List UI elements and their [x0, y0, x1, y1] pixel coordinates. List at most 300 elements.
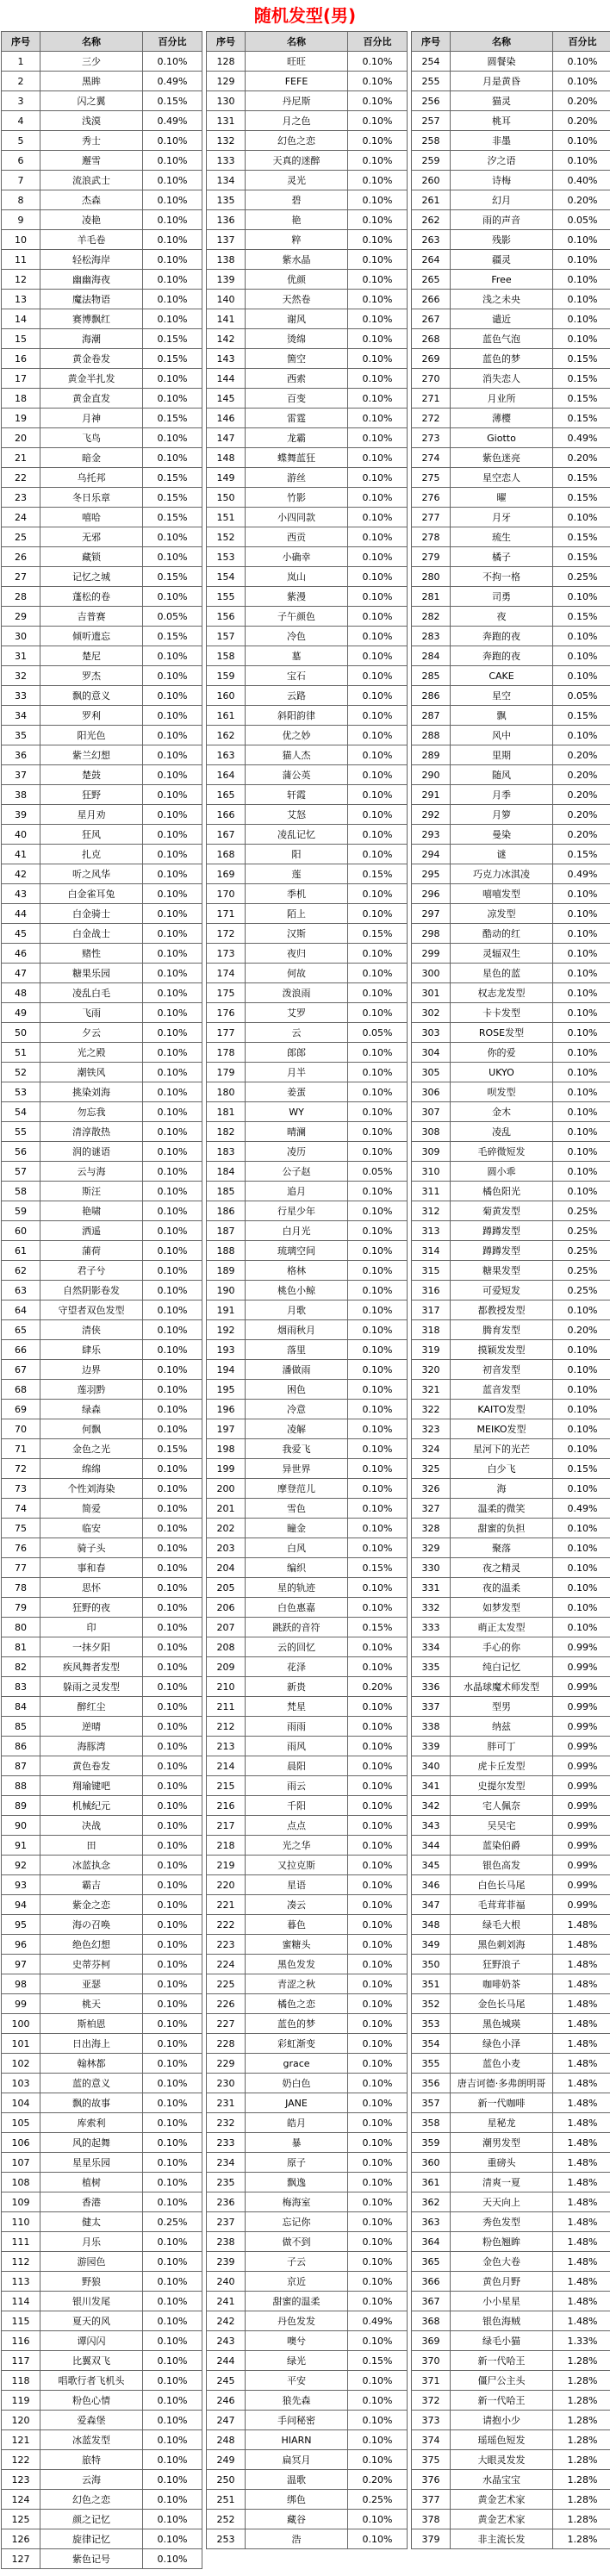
row-name: JANE — [246, 2093, 348, 2113]
row-name: 巧克力冰淇凌 — [451, 864, 553, 884]
row-name: 里期 — [451, 745, 553, 765]
row-index: 224 — [207, 1955, 246, 1974]
table-row — [412, 1856, 610, 1875]
row-name: 杰森 — [40, 190, 143, 210]
row-name: 黑色发发 — [246, 1955, 348, 1974]
row-name: Free — [451, 270, 553, 290]
row-name: 无邪 — [40, 527, 143, 547]
table-row — [412, 151, 610, 171]
table-row — [207, 2371, 408, 2391]
row-percent: 0.99% — [553, 1875, 610, 1895]
table-row — [207, 1400, 408, 1419]
row-index: 296 — [412, 884, 451, 904]
page-title: 随机发型(男) — [253, 5, 357, 26]
row-index: 366 — [412, 2272, 451, 2292]
row-name: 冰蓝执念 — [40, 1856, 143, 1875]
row-name: 轻松海岸 — [40, 250, 143, 270]
row-percent: 0.10% — [348, 1102, 408, 1122]
row-index: 325 — [412, 1459, 451, 1479]
row-name: 曼染 — [451, 825, 553, 845]
row-percent: 0.10% — [348, 2153, 408, 2173]
table-row — [2, 1419, 202, 1439]
row-name: 桃天 — [40, 1994, 143, 2014]
table-row — [412, 745, 610, 765]
row-name: 星星乐园 — [40, 2153, 143, 2173]
row-percent: 0.10% — [348, 983, 408, 1003]
row-name: 点点 — [246, 1816, 348, 1836]
table-row — [207, 1221, 408, 1241]
table-row — [412, 2430, 610, 2450]
row-name: 橘色之恋 — [246, 1994, 348, 2014]
row-name: 嘻哈 — [40, 508, 143, 527]
row-name: 做不到 — [246, 2232, 348, 2252]
table-row — [412, 290, 610, 309]
row-index: 32 — [2, 666, 40, 686]
row-name: UKYO — [451, 1063, 553, 1082]
row-name: 奔跑的夜 — [451, 646, 553, 666]
row-percent: 0.20% — [553, 91, 610, 111]
row-index: 300 — [412, 964, 451, 983]
row-percent: 0.10% — [348, 1776, 408, 1796]
row-name: 流浪武士 — [40, 171, 143, 190]
row-name: ROSE发型 — [451, 1023, 553, 1043]
row-name: 黄金艺术家 — [451, 2510, 553, 2529]
row-percent: 0.10% — [143, 924, 202, 944]
row-percent: 0.15% — [553, 706, 610, 726]
table-row — [2, 488, 202, 508]
row-name: 竹影 — [246, 488, 348, 508]
row-percent: 0.20% — [348, 1677, 408, 1697]
row-index: 185 — [207, 1182, 246, 1201]
row-index: 77 — [2, 1558, 40, 1578]
row-name: 记忆之城 — [40, 567, 143, 587]
row-percent: 1.48% — [553, 2113, 610, 2133]
table-row — [207, 1419, 408, 1439]
row-percent: 0.10% — [143, 1578, 202, 1598]
row-name: 陌上 — [246, 904, 348, 924]
row-index: 330 — [412, 1558, 451, 1578]
row-index: 348 — [412, 1915, 451, 1935]
row-name: 新一代咖啡 — [451, 2093, 553, 2113]
table-row — [207, 1677, 408, 1697]
table-row — [2, 2490, 202, 2510]
row-index: 148 — [207, 448, 246, 468]
row-percent: 0.10% — [143, 964, 202, 983]
row-name: 挑染刘海 — [40, 1082, 143, 1102]
row-name: 思怀 — [40, 1578, 143, 1598]
row-percent: 0.15% — [143, 349, 202, 369]
row-index: 18 — [2, 389, 40, 409]
row-index: 297 — [412, 904, 451, 924]
row-percent: 0.10% — [348, 745, 408, 765]
row-name: 你的爱 — [451, 1043, 553, 1063]
row-index: 81 — [2, 1637, 40, 1657]
row-index: 268 — [412, 329, 451, 349]
row-index: 13 — [2, 290, 40, 309]
row-percent: 0.10% — [143, 290, 202, 309]
row-percent: 0.10% — [143, 2311, 202, 2331]
row-percent: 0.10% — [348, 2331, 408, 2351]
row-percent: 0.10% — [348, 91, 408, 111]
row-name: 云 — [246, 1023, 348, 1043]
row-percent: 0.20% — [553, 1320, 610, 1340]
row-name: 白风 — [246, 1538, 348, 1558]
row-index: 55 — [2, 1122, 40, 1142]
row-index: 248 — [207, 2430, 246, 2450]
row-name: 残影 — [451, 230, 553, 250]
row-percent: 0.10% — [348, 349, 408, 369]
row-percent: 0.10% — [143, 1102, 202, 1122]
row-index: 371 — [412, 2371, 451, 2391]
row-percent: 0.20% — [553, 825, 610, 845]
row-percent: 1.48% — [553, 1974, 610, 1994]
row-name: 金色之光 — [40, 1439, 143, 1459]
row-index: 155 — [207, 587, 246, 607]
table-row — [207, 1836, 408, 1856]
table-row — [412, 1201, 610, 1221]
row-name: 虎卡丘发型 — [451, 1756, 553, 1776]
table-row — [207, 904, 408, 924]
row-name: 冬日乐章 — [40, 488, 143, 508]
row-index: 96 — [2, 1935, 40, 1955]
table-row — [2, 845, 202, 864]
table-row — [207, 2529, 408, 2549]
row-index: 347 — [412, 1895, 451, 1915]
row-name: 蒲荷 — [40, 1241, 143, 1261]
row-index: 147 — [207, 428, 246, 448]
row-name: 肆乐 — [40, 1340, 143, 1360]
row-percent: 0.10% — [553, 1578, 610, 1598]
row-index: 315 — [412, 1261, 451, 1281]
row-index: 343 — [412, 1816, 451, 1836]
row-name: 史蒂芬柯 — [40, 1955, 143, 1974]
row-percent: 0.10% — [143, 646, 202, 666]
table-row — [207, 983, 408, 1003]
row-index: 86 — [2, 1737, 40, 1756]
row-name: 星空恋人 — [451, 468, 553, 488]
row-index: 142 — [207, 329, 246, 349]
row-name: 谭闪闪 — [40, 2331, 143, 2351]
row-percent: 0.10% — [143, 2331, 202, 2351]
row-name: 糖果发型 — [451, 1261, 553, 1281]
row-index: 311 — [412, 1182, 451, 1201]
table-row — [2, 547, 202, 567]
table-row — [412, 706, 610, 726]
row-name: 潮男发型 — [451, 2133, 553, 2153]
table-row — [207, 2014, 408, 2034]
table-row — [2, 230, 202, 250]
row-name: 请抱小少 — [451, 2411, 553, 2430]
row-name: 狂野浪子 — [451, 1955, 553, 1974]
row-name: 紫金之恋 — [40, 1895, 143, 1915]
row-name: 薄樱 — [451, 409, 553, 428]
row-name: 非主流长发 — [451, 2529, 553, 2549]
row-percent: 0.10% — [143, 904, 202, 924]
row-percent: 0.15% — [553, 468, 610, 488]
table-row — [207, 666, 408, 686]
table-row — [207, 329, 408, 349]
table-row — [207, 1994, 408, 2014]
row-name: 星色的蓝 — [451, 964, 553, 983]
row-index: 2 — [2, 72, 40, 91]
row-name: 纳兹 — [451, 1717, 553, 1737]
row-name: 季机 — [246, 884, 348, 904]
table-row — [207, 290, 408, 309]
row-name: 阳 — [246, 845, 348, 864]
row-percent: 0.10% — [348, 884, 408, 904]
table-row — [2, 468, 202, 488]
table-row — [412, 1479, 610, 1499]
row-percent: 0.10% — [143, 845, 202, 864]
row-percent: 0.10% — [143, 1082, 202, 1102]
row-percent: 0.10% — [143, 1856, 202, 1875]
row-name: 粉色心情 — [40, 2391, 143, 2411]
row-percent: 0.10% — [143, 190, 202, 210]
row-percent: 0.10% — [348, 765, 408, 785]
row-name: 艳啸 — [40, 1201, 143, 1221]
table-row — [207, 1756, 408, 1776]
row-name: 凌解 — [246, 1419, 348, 1439]
row-name: 白金战士 — [40, 924, 143, 944]
row-index: 317 — [412, 1300, 451, 1320]
row-percent: 1.28% — [553, 2430, 610, 2450]
table-row — [412, 2331, 610, 2351]
row-percent: 0.10% — [348, 309, 408, 329]
table-row — [207, 2430, 408, 2450]
row-percent: 0.10% — [348, 1459, 408, 1479]
row-percent: 0.49% — [553, 1499, 610, 1519]
table-row — [2, 1697, 202, 1717]
row-index: 275 — [412, 468, 451, 488]
row-percent: 0.99% — [553, 1637, 610, 1657]
table-row — [207, 230, 408, 250]
row-percent: 0.10% — [348, 1281, 408, 1300]
table-row — [2, 270, 202, 290]
table-row — [412, 864, 610, 884]
header-percent: 百分比 — [348, 32, 408, 52]
table-row — [412, 2311, 610, 2331]
row-name: 唐吉诃德·多弗朗明哥 — [451, 2074, 553, 2093]
row-name: 风的起舞 — [40, 2133, 143, 2153]
row-percent: 0.10% — [553, 1400, 610, 1419]
row-index: 285 — [412, 666, 451, 686]
table-row — [2, 2411, 202, 2430]
row-percent: 1.48% — [553, 2054, 610, 2074]
row-percent: 0.10% — [143, 1241, 202, 1261]
table-row — [412, 884, 610, 904]
row-name: 郎郎 — [246, 1043, 348, 1063]
row-name: 蓝色气泡 — [451, 329, 553, 349]
row-percent: 0.10% — [348, 2292, 408, 2311]
row-index: 228 — [207, 2034, 246, 2054]
row-percent: 0.10% — [143, 1816, 202, 1836]
row-index: 98 — [2, 1974, 40, 1994]
row-percent: 0.10% — [553, 587, 610, 607]
row-index: 118 — [2, 2371, 40, 2391]
table-row — [412, 171, 610, 190]
row-name: 事和春 — [40, 1558, 143, 1578]
row-name: 海 — [451, 1479, 553, 1499]
row-percent: 0.10% — [143, 864, 202, 884]
row-index: 246 — [207, 2391, 246, 2411]
row-name: 新一代哈王 — [451, 2391, 553, 2411]
row-name: 艳 — [246, 210, 348, 230]
row-index: 22 — [2, 468, 40, 488]
row-name: 君子兮 — [40, 1261, 143, 1281]
table-row — [207, 1578, 408, 1598]
row-name: 个性刘海染 — [40, 1479, 143, 1499]
header-name: 名称 — [451, 32, 553, 52]
table-row — [207, 785, 408, 805]
row-name: 白月光 — [246, 1221, 348, 1241]
row-index: 134 — [207, 171, 246, 190]
row-percent: 0.10% — [348, 1221, 408, 1241]
row-index: 221 — [207, 1895, 246, 1915]
row-percent: 0.10% — [143, 1955, 202, 1974]
row-index: 288 — [412, 726, 451, 745]
row-name: 旺旺 — [246, 52, 348, 72]
row-index: 360 — [412, 2153, 451, 2173]
row-name: 自然阴影卷发 — [40, 1281, 143, 1300]
row-percent: 0.10% — [553, 884, 610, 904]
row-index: 143 — [207, 349, 246, 369]
table-row — [412, 1756, 610, 1776]
row-index: 239 — [207, 2252, 246, 2272]
table-row — [207, 508, 408, 527]
row-index: 83 — [2, 1677, 40, 1697]
row-name: 银色高发 — [451, 1856, 553, 1875]
row-name: 凌乱记忆 — [246, 825, 348, 845]
table-row — [412, 210, 610, 230]
table-row — [412, 2391, 610, 2411]
table-row — [2, 1063, 202, 1082]
row-percent: 0.49% — [143, 111, 202, 131]
row-name: 随风 — [451, 765, 553, 785]
row-percent: 0.15% — [143, 627, 202, 646]
row-name: 格林 — [246, 1261, 348, 1281]
row-index: 168 — [207, 845, 246, 864]
row-name: 糖果乐园 — [40, 964, 143, 983]
row-index: 203 — [207, 1538, 246, 1558]
row-index: 365 — [412, 2252, 451, 2272]
table-row — [207, 2470, 408, 2490]
row-index: 181 — [207, 1102, 246, 1122]
row-percent: 0.10% — [348, 785, 408, 805]
row-name: 手心的你 — [451, 1637, 553, 1657]
table-row — [2, 1102, 202, 1122]
table-row — [412, 1618, 610, 1637]
row-name: 海豚湾 — [40, 1737, 143, 1756]
row-name: 光之华 — [246, 1836, 348, 1856]
row-index: 63 — [2, 1281, 40, 1300]
row-index: 193 — [207, 1340, 246, 1360]
row-index: 12 — [2, 270, 40, 290]
row-index: 92 — [2, 1856, 40, 1875]
table-row — [207, 1320, 408, 1340]
row-percent: 0.10% — [348, 805, 408, 825]
row-name: 忘记你 — [246, 2212, 348, 2232]
table-row — [412, 1697, 610, 1717]
row-index: 70 — [2, 1419, 40, 1439]
row-index: 345 — [412, 1856, 451, 1875]
row-index: 62 — [2, 1261, 40, 1281]
row-name: 子云 — [246, 2252, 348, 2272]
row-index: 107 — [2, 2153, 40, 2173]
row-index: 202 — [207, 1519, 246, 1538]
row-percent: 1.48% — [553, 2252, 610, 2272]
row-index: 178 — [207, 1043, 246, 1063]
row-name: 云路 — [246, 686, 348, 706]
row-index: 225 — [207, 1974, 246, 1994]
row-name: 公子赵 — [246, 1162, 348, 1182]
row-index: 264 — [412, 250, 451, 270]
table-row — [412, 785, 610, 805]
row-name: 游园色 — [40, 2252, 143, 2272]
table-row — [2, 2272, 202, 2292]
row-percent: 0.10% — [348, 389, 408, 409]
table-row — [412, 270, 610, 290]
row-name: 星的轨迹 — [246, 1578, 348, 1598]
row-percent: 0.99% — [553, 1776, 610, 1796]
table-row — [207, 2093, 408, 2113]
table-row — [412, 2490, 610, 2510]
table-row — [207, 409, 408, 428]
hairstyle-table — [411, 31, 610, 2549]
row-index: 226 — [207, 1994, 246, 2014]
row-percent: 0.10% — [348, 1122, 408, 1142]
table-row — [207, 1519, 408, 1538]
table-row — [2, 1082, 202, 1102]
row-name: 型男 — [451, 1697, 553, 1717]
row-percent: 0.10% — [143, 726, 202, 745]
table-row — [412, 607, 610, 627]
row-percent: 0.10% — [348, 52, 408, 72]
row-index: 198 — [207, 1439, 246, 1459]
row-index: 265 — [412, 270, 451, 290]
row-index: 328 — [412, 1519, 451, 1538]
row-index: 152 — [207, 527, 246, 547]
row-name: 权志龙发型 — [451, 983, 553, 1003]
row-index: 74 — [2, 1499, 40, 1519]
table-row — [412, 567, 610, 587]
table-row — [2, 2133, 202, 2153]
table-row — [412, 1816, 610, 1836]
row-index: 7 — [2, 171, 40, 190]
row-name: 吉普赛 — [40, 607, 143, 627]
row-index: 130 — [207, 91, 246, 111]
table-row — [207, 1281, 408, 1300]
row-percent: 1.48% — [553, 2074, 610, 2093]
row-index: 344 — [412, 1836, 451, 1856]
row-name: 蓝色的梦 — [451, 349, 553, 369]
row-index: 132 — [207, 131, 246, 151]
row-name: 暮色 — [246, 1915, 348, 1935]
table-row — [207, 1618, 408, 1637]
table-row — [207, 2192, 408, 2212]
row-index: 151 — [207, 508, 246, 527]
row-percent: 0.15% — [348, 2351, 408, 2371]
row-name: 绑色 — [246, 2490, 348, 2510]
table-row — [412, 1935, 610, 1955]
row-percent: 0.10% — [553, 944, 610, 964]
table-row — [412, 2529, 610, 2549]
row-index: 184 — [207, 1162, 246, 1182]
row-percent: 0.05% — [348, 1162, 408, 1182]
row-percent: 0.10% — [348, 2450, 408, 2470]
table-row — [412, 1994, 610, 2014]
row-index: 236 — [207, 2192, 246, 2212]
row-index: 262 — [412, 210, 451, 230]
